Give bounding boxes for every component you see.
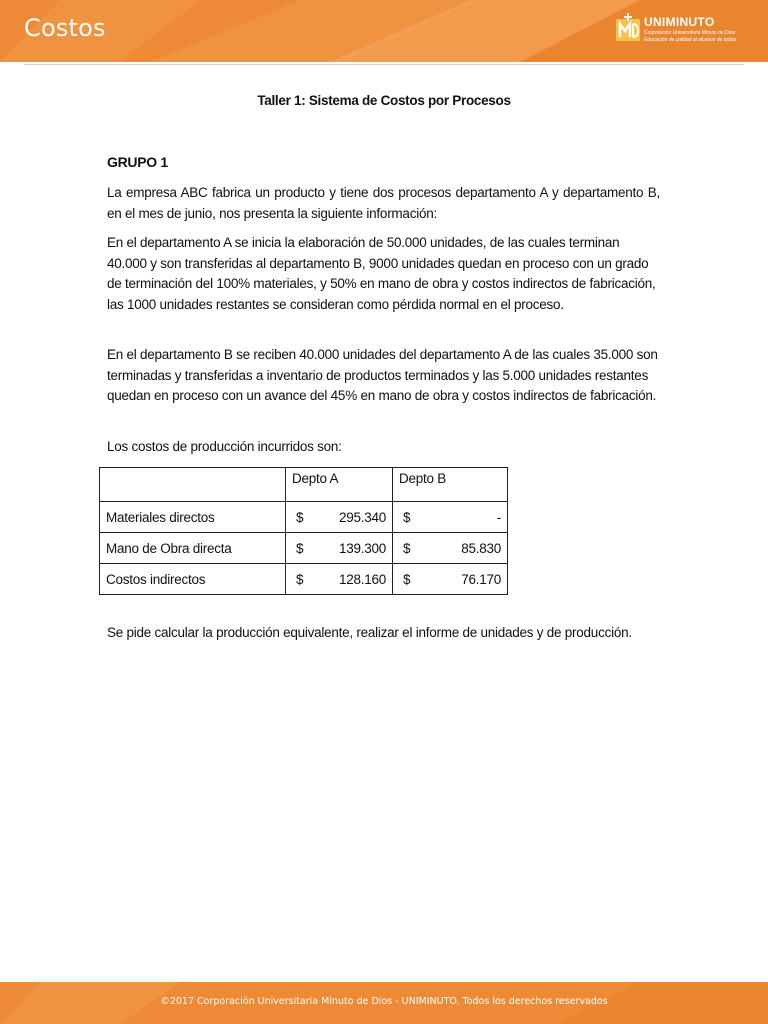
copyright-text: ©2017 Corporación Universitaria Minuto de Dios - UNIMINUTO. Todos los derechos reservados bbox=[160, 996, 608, 1007]
currency-symbol: $ bbox=[296, 509, 304, 525]
table-header-row bbox=[100, 468, 508, 502]
currency-symbol: $ bbox=[403, 509, 411, 525]
depto-a-cell bbox=[286, 533, 393, 564]
table-row bbox=[100, 564, 508, 595]
table-header-cell bbox=[100, 468, 286, 502]
depto-a-cell bbox=[286, 564, 393, 595]
depto-b-value: 85.830 bbox=[461, 540, 501, 556]
row-label: Mano de Obra directa bbox=[100, 533, 286, 564]
header-banner bbox=[0, 0, 768, 62]
department-b-paragraph: En el departamento B se reciben 40.000 unidades del departamento A de las cuales 35.000 son terminadas y transferidas a inventario de productos terminados y las 5.000 unidades restantes quedan en proceso con un avance del 45% en mano de obra y costos indirectos de fabricación. bbox=[107, 347, 658, 403]
currency-symbol: $ bbox=[296, 540, 304, 556]
uniminuto-logo bbox=[616, 13, 740, 49]
currency-symbol: $ bbox=[296, 571, 304, 587]
logo-subtitle: Corporación Universitaria Minuto de Dios bbox=[644, 30, 736, 36]
table-row bbox=[100, 502, 508, 533]
production-costs-table bbox=[99, 467, 508, 595]
depto-a-value: 128.160 bbox=[338, 571, 386, 587]
depto-b-value: - bbox=[496, 509, 501, 525]
table-row bbox=[100, 533, 508, 564]
document-title: Taller 1: Sistema de Costos por Procesos bbox=[257, 93, 511, 108]
logo-name: UNIMINUTO bbox=[644, 15, 715, 29]
header-title: Costos bbox=[24, 14, 106, 42]
currency-symbol: $ bbox=[403, 571, 411, 587]
header-divider bbox=[24, 64, 744, 65]
row-label: Materiales directos bbox=[100, 502, 286, 533]
currency-symbol: $ bbox=[403, 540, 411, 556]
logo-tagline: Educación de calidad al alcance de todos bbox=[644, 37, 737, 43]
row-label: Costos indirectos bbox=[100, 564, 286, 595]
department-a-paragraph: En el departamento A se inicia la elaboración de 50.000 unidades, de las cuales terminan 40.000 y son transferidas al departamento B, 9000 unidades quedan en proceso con un grado de terminación del 100% materiales, y 50% en mano de obra y costos indirectos de fabricación, las 1000 unidades restantes se consideran como pérdida normal en el proceso. bbox=[107, 235, 656, 312]
depto-a-cell bbox=[286, 502, 393, 533]
depto-b-cell bbox=[393, 533, 508, 564]
uniminuto-logo-icon bbox=[616, 13, 640, 43]
table-header-cell: Depto A bbox=[286, 468, 393, 502]
table-header-cell: Depto B bbox=[393, 468, 508, 502]
depto-b-cell bbox=[393, 502, 508, 533]
intro-paragraph: La empresa ABC fabrica un producto y tiene dos procesos departamento A y departamento B, en el mes de junio, nos presenta la siguiente información: bbox=[107, 185, 660, 221]
task-paragraph: Se pide calcular la producción equivalente, realizar el informe de unidades y de producción. bbox=[107, 625, 632, 640]
group-heading: GRUPO 1 bbox=[107, 154, 168, 170]
depto-b-value: 76.170 bbox=[461, 571, 501, 587]
footer-banner bbox=[0, 982, 768, 1024]
depto-a-value: 139.300 bbox=[338, 540, 386, 556]
depto-b-cell bbox=[393, 564, 508, 595]
costs-intro-paragraph: Los costos de producción incurridos son: bbox=[107, 439, 342, 454]
depto-a-value: 295.340 bbox=[338, 509, 386, 525]
